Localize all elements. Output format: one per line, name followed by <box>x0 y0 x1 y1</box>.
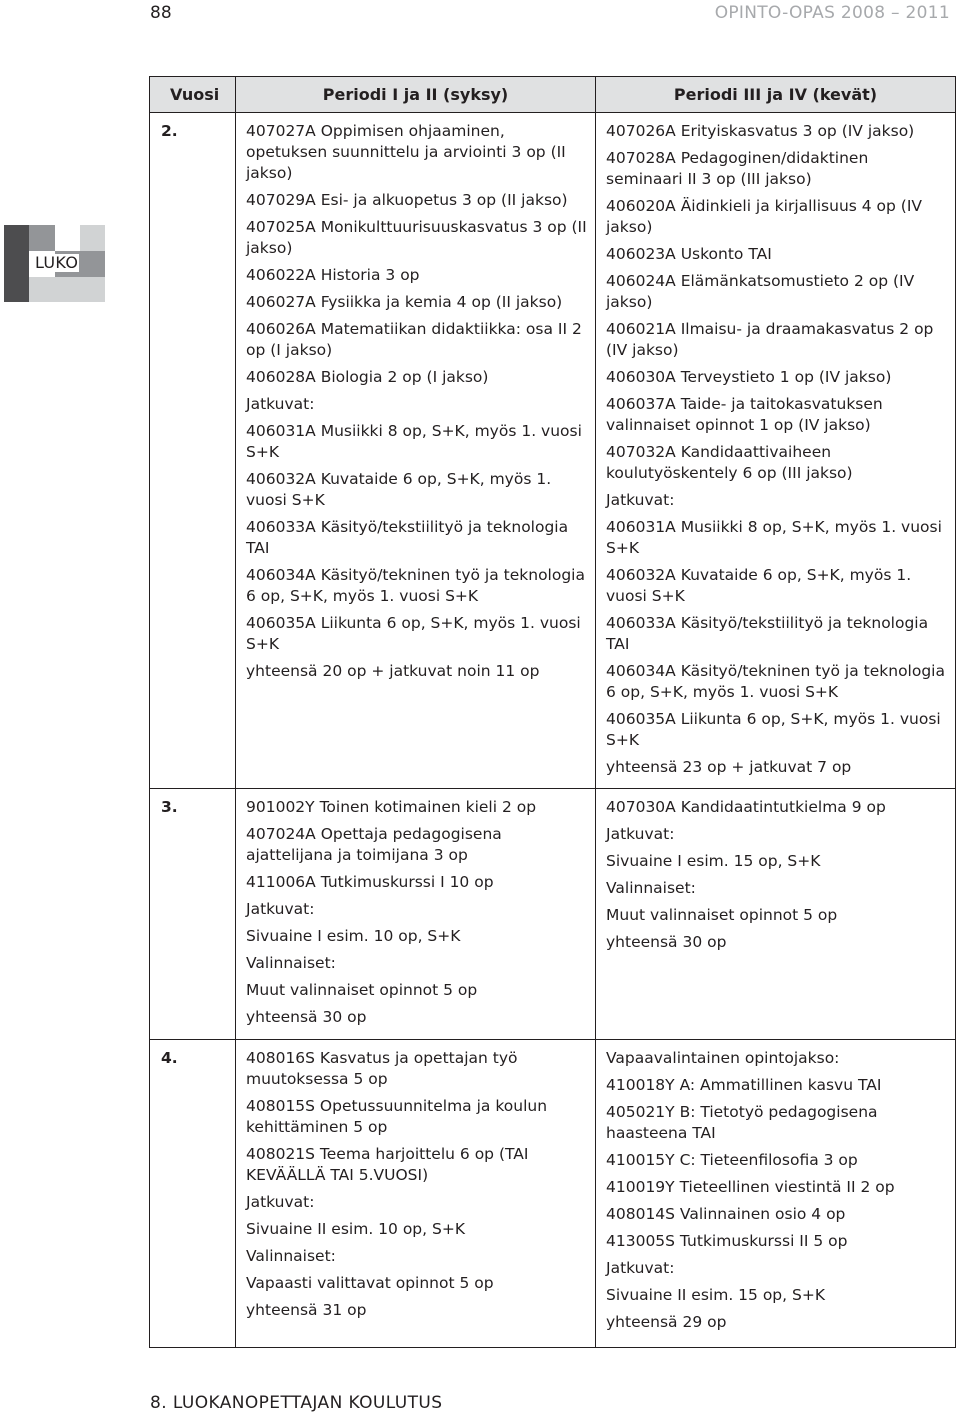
logo-square <box>80 251 105 277</box>
course-entry: 410018Y A: Ammatillinen kasvu TAI <box>606 1076 882 1094</box>
course-entry: 407024A Opettaja pedagogisena ajattelijana ja toimijana 3 op <box>246 825 502 864</box>
course-entry: 408015S Opetussuunnitelma ja koulun kehittäminen 5 op <box>246 1097 548 1136</box>
course-entry: 406037A Taide- ja taitokasvatuksen valinnaiset opinnot 1 op (IV jakso) <box>606 395 883 434</box>
course-entry: Sivuaine II esim. 15 op, S+K <box>606 1286 825 1304</box>
course-entry: 406035A Liikunta 6 op, S+K, myös 1. vuosi S+K <box>246 614 581 653</box>
course-entry: 406028A Biologia 2 op (I jakso) <box>246 368 489 386</box>
course-entry: yhteensä 23 op + jatkuvat 7 op <box>606 758 852 776</box>
course-entry: 406026A Matematiikan didaktiikka: osa II 2 op (I jakso) <box>246 320 582 359</box>
course-entry: 406033A Käsityö/tekstiilityö ja teknologia TAI <box>606 614 929 653</box>
course-entry: yhteensä 31 op <box>246 1301 367 1319</box>
course-entry: Valinnaiset: <box>606 879 696 897</box>
page-number: 88 <box>150 3 172 23</box>
course-entry: Sivuaine II esim. 10 op, S+K <box>246 1220 465 1238</box>
course-entry: 408014S Valinnainen osio 4 op <box>606 1205 846 1223</box>
logo-text: LUKO <box>35 253 79 272</box>
logo-square <box>4 225 29 302</box>
table-row <box>150 1040 956 1348</box>
course-entry: 901002Y Toinen kotimainen kieli 2 op <box>246 798 537 816</box>
course-entry: 406032A Kuvataide 6 op, S+K, myös 1. vuosi S+K <box>246 470 552 509</box>
header-autumn: Periodi I ja II (syksy) <box>236 77 596 113</box>
year-cell: 3. <box>150 789 236 1040</box>
luko-logo <box>4 225 105 302</box>
logo-square <box>55 277 80 302</box>
course-entry: 406033A Käsityö/tekstiilityö ja teknologia TAI <box>246 518 569 557</box>
logo-square <box>29 225 55 251</box>
course-entry: yhteensä 20 op + jatkuvat noin 11 op <box>246 662 540 680</box>
course-entry: 407032A Kandidaattivaiheen koulutyöskentely 6 op (III jakso) <box>606 443 853 482</box>
course-entry: 410019Y Tieteellinen viestintä II 2 op <box>606 1178 895 1196</box>
course-entry: Muut valinnaiset opinnot 5 op <box>606 906 838 924</box>
course-entry: 406022A Historia 3 op <box>246 266 420 284</box>
course-entry: yhteensä 29 op <box>606 1313 727 1331</box>
table-row <box>150 113 956 789</box>
spring-cell <box>596 1040 956 1348</box>
course-entry: yhteensä 30 op <box>606 933 727 951</box>
header-year: Vuosi <box>150 77 236 113</box>
course-entry: 406034A Käsityö/tekninen työ ja teknologia 6 op, S+K, myös 1. vuosi S+K <box>246 566 585 605</box>
course-entry: 406031A Musiikki 8 op, S+K, myös 1. vuosi S+K <box>606 518 942 557</box>
course-entry: Jatkuvat: <box>606 1259 675 1277</box>
course-entry: Jatkuvat: <box>246 1193 315 1211</box>
course-entry: Muut valinnaiset opinnot 5 op <box>246 981 478 999</box>
running-head: OPINTO-OPAS 2008 – 2011 <box>714 3 950 23</box>
course-entry: Vapaasti valittavat opinnot 5 op <box>246 1274 494 1292</box>
course-entry: 406032A Kuvataide 6 op, S+K, myös 1. vuosi S+K <box>606 566 912 605</box>
course-entry: Valinnaiset: <box>246 1247 336 1265</box>
course-entry: 407025A Monikulttuurisuuskasvatus 3 op (II jakso) <box>246 218 587 257</box>
autumn-cell <box>236 113 596 789</box>
course-entry: Jatkuvat: <box>246 900 315 918</box>
logo-square <box>80 225 105 251</box>
spring-cell <box>596 113 956 789</box>
course-entry: 408016S Kasvatus ja opettajan työ muutoksessa 5 op <box>246 1049 518 1088</box>
course-entry: 407027A Oppimisen ohjaaminen, opetuksen suunnittelu ja arviointi 3 op (II jakso) <box>246 122 566 182</box>
course-entry: 407030A Kandidaatintutkielma 9 op <box>606 798 886 816</box>
course-entry: 407028A Pedagoginen/didaktinen seminaari II 3 op (III jakso) <box>606 149 869 188</box>
course-entry: Jatkuvat: <box>606 825 675 843</box>
course-entry: 406021A Ilmaisu- ja draamakasvatus 2 op (IV jakso) <box>606 320 934 359</box>
course-entry: Jatkuvat: <box>246 395 315 413</box>
course-entry: Sivuaine I esim. 15 op, S+K <box>606 852 821 870</box>
table-row <box>150 789 956 1040</box>
course-entry: Jatkuvat: <box>606 491 675 509</box>
header-spring: Periodi III ja IV (kevät) <box>596 77 956 113</box>
course-entry: 407029A Esi- ja alkuopetus 3 op (II jakso) <box>246 191 568 209</box>
course-entry: Vapaavalintainen opintojakso: <box>606 1049 840 1067</box>
course-entry: 413005S Tutkimuskurssi II 5 op <box>606 1232 848 1250</box>
logo-square <box>29 277 55 302</box>
course-entry: 406034A Käsityö/tekninen työ ja teknologia 6 op, S+K, myös 1. vuosi S+K <box>606 662 945 701</box>
course-entry: 406031A Musiikki 8 op, S+K, myös 1. vuosi S+K <box>246 422 582 461</box>
course-entry: Valinnaiset: <box>246 954 336 972</box>
year-cell: 4. <box>150 1040 236 1348</box>
course-entry: Sivuaine I esim. 10 op, S+K <box>246 927 461 945</box>
course-entry: 408021S Teema harjoittelu 6 op (TAI KEVÄÄLLÄ TAI 5.VUOSI) <box>246 1145 529 1184</box>
course-entry: yhteensä 30 op <box>246 1008 367 1026</box>
course-entry: 406023A Uskonto TAI <box>606 245 772 263</box>
course-entry: 411006A Tutkimuskurssi I 10 op <box>246 873 494 891</box>
course-entry: 406030A Terveystieto 1 op (IV jakso) <box>606 368 892 386</box>
course-entry: 410015Y C: Tieteenfilosofia 3 op <box>606 1151 858 1169</box>
spring-cell <box>596 789 956 1040</box>
autumn-cell <box>236 789 596 1040</box>
footer: 8. LUOKANOPETTAJAN KOULUTUS <box>150 1393 443 1413</box>
logo-square <box>80 277 105 302</box>
table-header-row <box>150 77 956 113</box>
course-entry: 405021Y B: Tietotyö pedagogisena haasteena TAI <box>606 1103 878 1142</box>
course-entry: 406020A Äidinkieli ja kirjallisuus 4 op (IV jakso) <box>606 197 923 236</box>
course-entry: 406024A Elämänkatsomustieto 2 op (IV jakso) <box>606 272 915 311</box>
autumn-cell <box>236 1040 596 1348</box>
course-entry: 407026A Erityiskasvatus 3 op (IV jakso) <box>606 122 915 140</box>
study-plan-table <box>149 76 956 1348</box>
course-entry: 406027A Fysiikka ja kemia 4 op (II jakso) <box>246 293 563 311</box>
course-entry: 406035A Liikunta 6 op, S+K, myös 1. vuosi S+K <box>606 710 941 749</box>
year-cell: 2. <box>150 113 236 789</box>
